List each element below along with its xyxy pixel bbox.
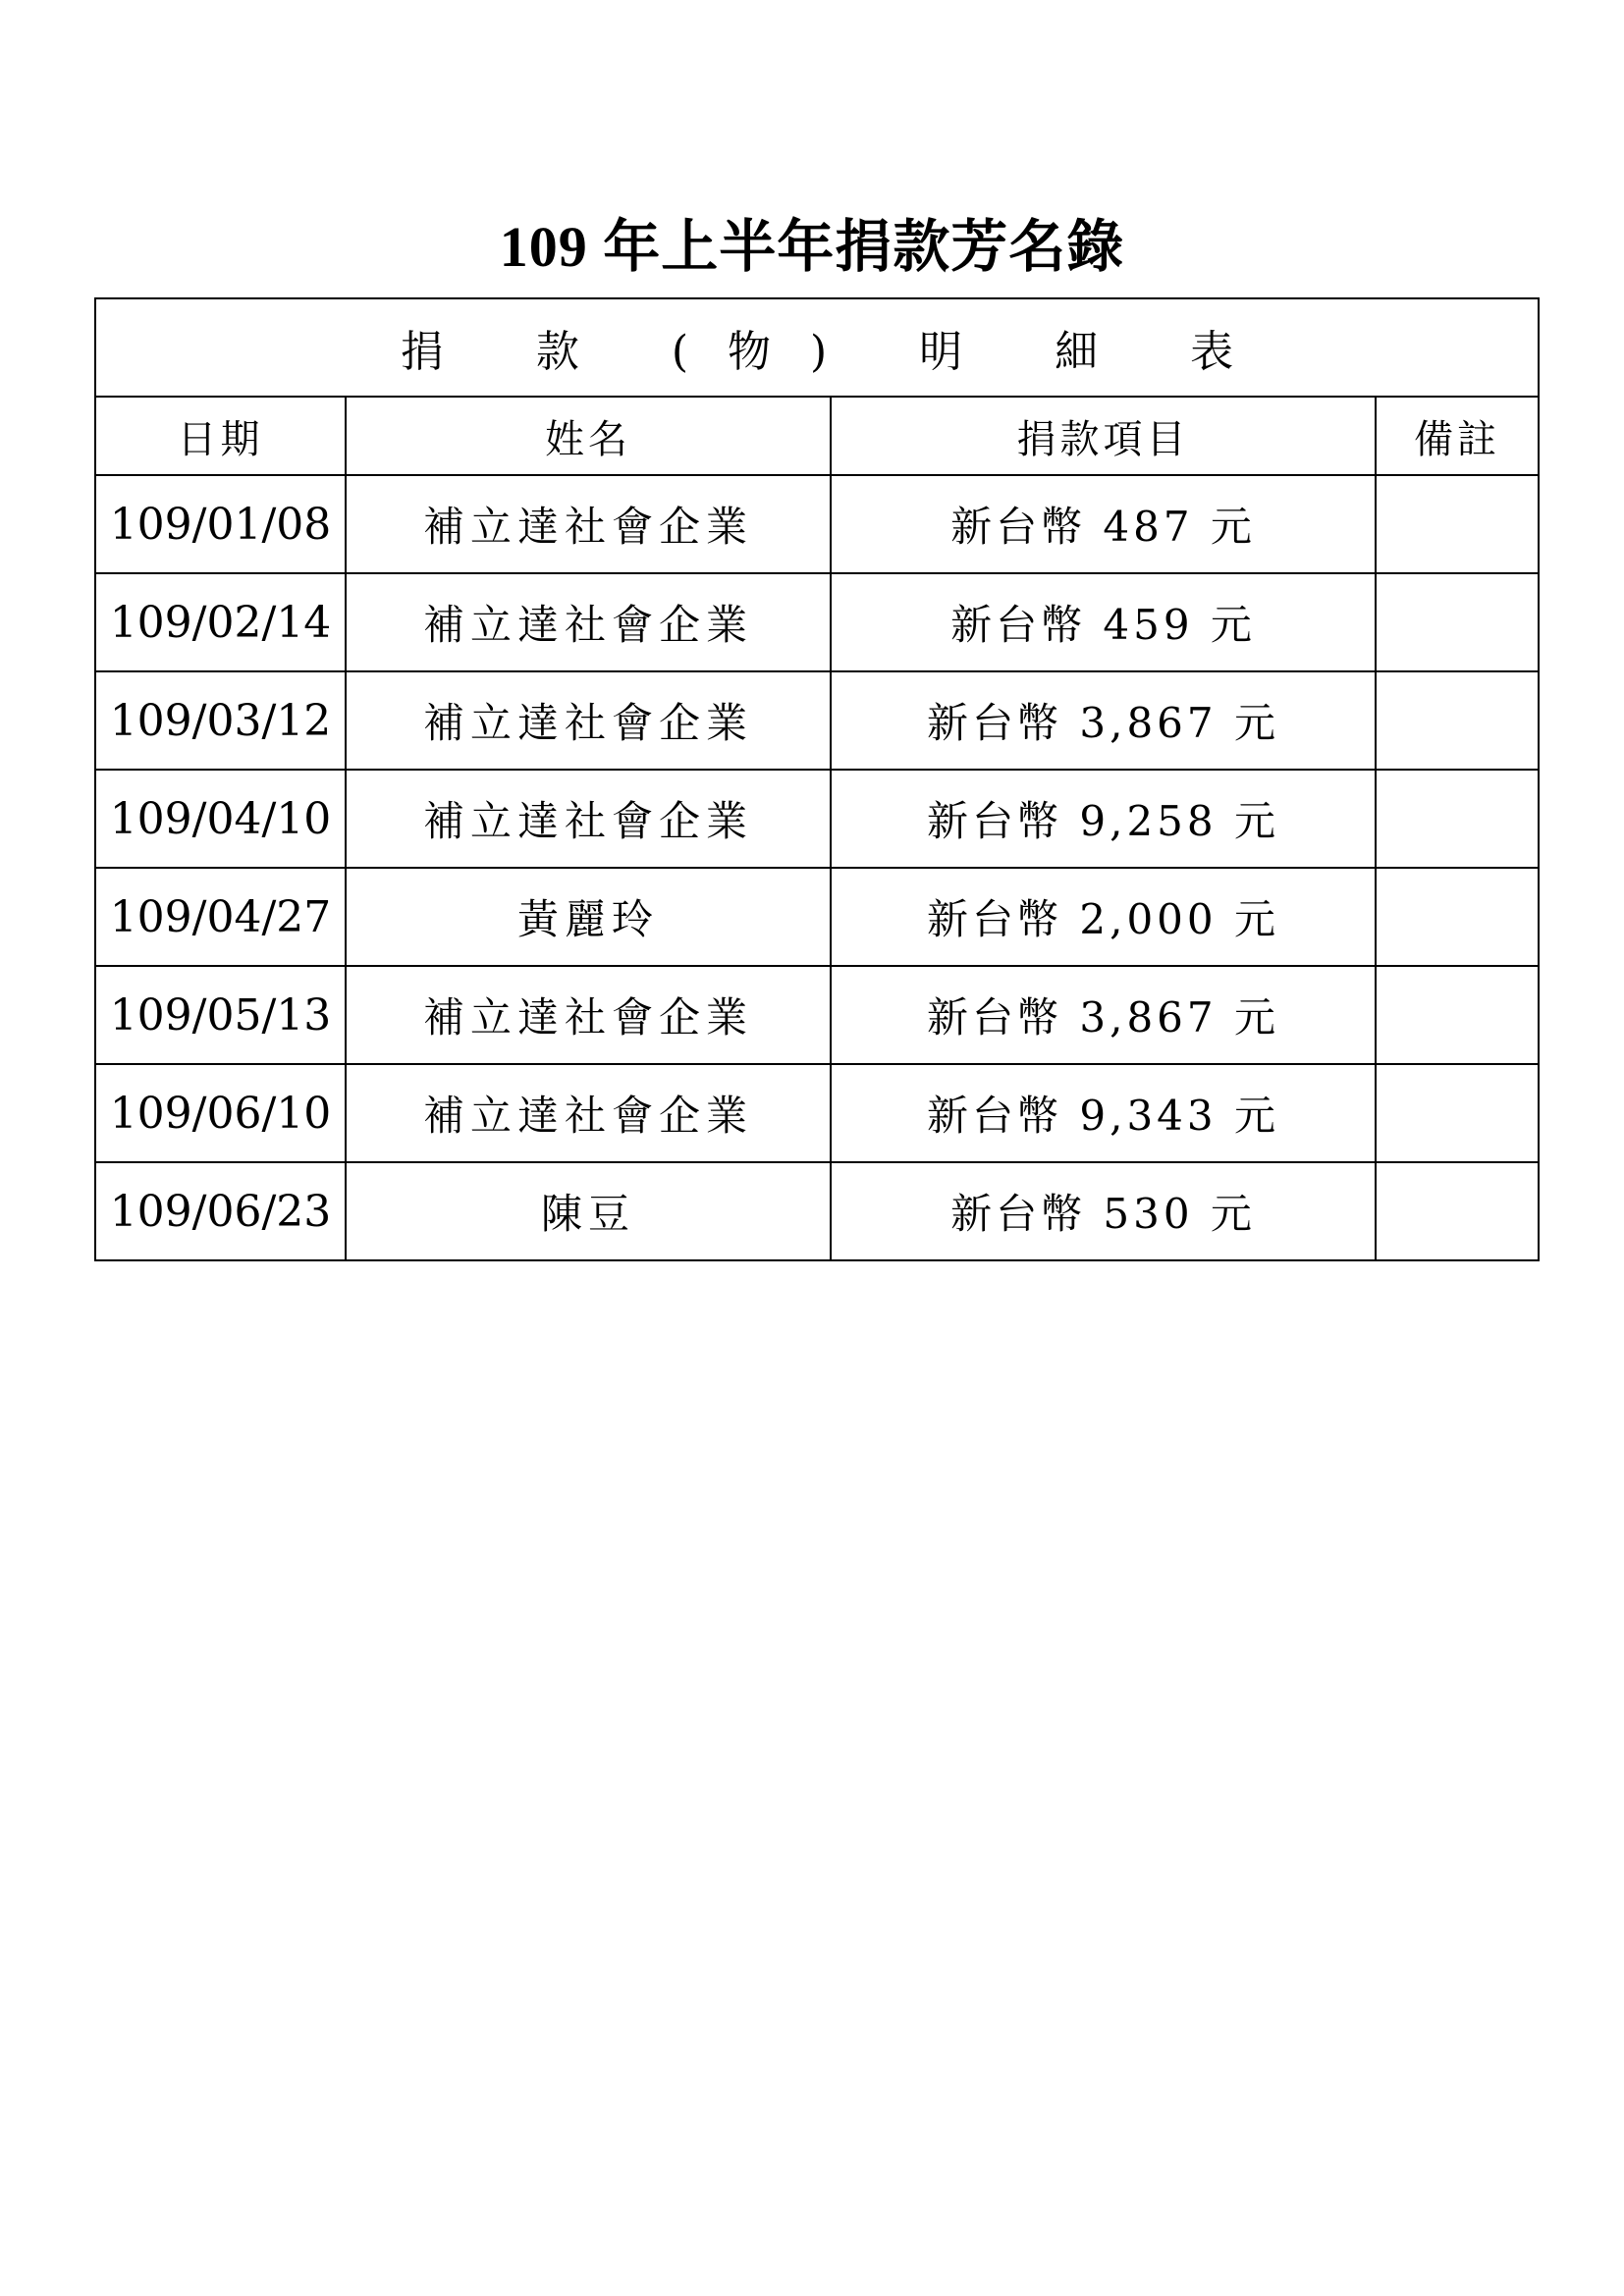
amount-cell: 新台幣 459 元 [831, 573, 1376, 671]
name-cell: 補立達社會企業 [346, 475, 831, 573]
note-cell [1376, 475, 1539, 573]
date-cell: 109/06/10 [95, 1064, 346, 1162]
name-cell: 補立達社會企業 [346, 671, 831, 770]
table-caption-cell [95, 298, 1539, 397]
date-cell: 109/04/27 [95, 868, 346, 966]
name-cell: 補立達社會企業 [346, 770, 831, 868]
date-cell: 109/02/14 [95, 573, 346, 671]
table-row [95, 573, 1539, 671]
amount-cell: 新台幣 9,258 元 [831, 770, 1376, 868]
note-cell [1376, 770, 1539, 868]
name-cell: 黃麗玲 [346, 868, 831, 966]
date-cell: 109/06/23 [95, 1162, 346, 1260]
table-row [95, 868, 1539, 966]
table-header-row [95, 397, 1539, 475]
table-row [95, 1064, 1539, 1162]
note-cell [1376, 1162, 1539, 1260]
note-cell [1376, 1064, 1539, 1162]
name-cell: 補立達社會企業 [346, 966, 831, 1064]
name-cell: 補立達社會企業 [346, 573, 831, 671]
table-row [95, 966, 1539, 1064]
page-title: 109 年上半年捐款芳名錄 [499, 215, 1125, 279]
table-row [95, 1162, 1539, 1260]
table-row [95, 671, 1539, 770]
date-cell: 109/04/10 [95, 770, 346, 868]
note-cell [1376, 671, 1539, 770]
header-item: 捐款項目 [831, 397, 1376, 475]
table-caption-row [95, 298, 1539, 397]
name-cell: 補立達社會企業 [346, 1064, 831, 1162]
note-cell [1376, 868, 1539, 966]
amount-cell: 新台幣 3,867 元 [831, 966, 1376, 1064]
amount-cell: 新台幣 3,867 元 [831, 671, 1376, 770]
header-name: 姓名 [346, 397, 831, 475]
amount-cell: 新台幣 487 元 [831, 475, 1376, 573]
note-cell [1376, 966, 1539, 1064]
date-cell: 109/01/08 [95, 475, 346, 573]
note-cell [1376, 573, 1539, 671]
amount-cell: 新台幣 530 元 [831, 1162, 1376, 1260]
header-note: 備註 [1376, 397, 1539, 475]
date-cell: 109/03/12 [95, 671, 346, 770]
amount-cell: 新台幣 9,343 元 [831, 1064, 1376, 1162]
table-row [95, 475, 1539, 573]
header-date: 日期 [95, 397, 346, 475]
table-row [95, 770, 1539, 868]
name-cell: 陳豆 [346, 1162, 831, 1260]
donation-table [94, 297, 1540, 1261]
table-caption: 捐 款 (物) 明 細 表 [400, 327, 1273, 377]
amount-cell: 新台幣 2,000 元 [831, 868, 1376, 966]
date-cell: 109/05/13 [95, 966, 346, 1064]
